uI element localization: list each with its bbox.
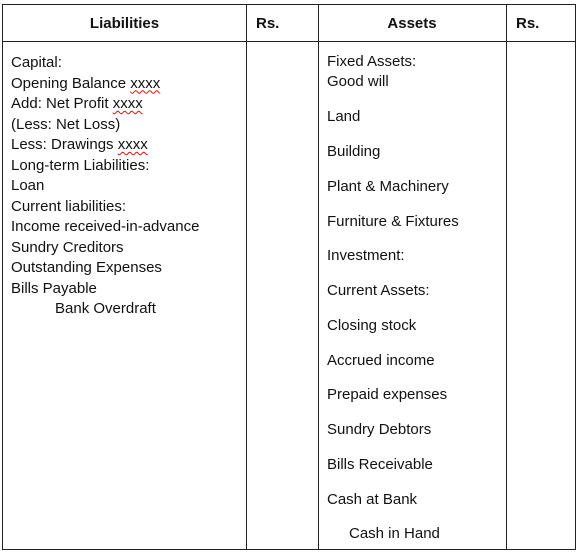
opening-balance-label: Opening Balance (11, 74, 127, 92)
prepaid-expenses-row: Prepaid expenses (327, 386, 448, 403)
bills-payable-row: Bills Payable (11, 279, 97, 297)
column-divider (246, 5, 247, 549)
liabilities-column (11, 53, 199, 320)
loan-row: Loan (11, 177, 45, 194)
column-divider (506, 5, 507, 549)
sundry-creditors-row: Sundry Creditors (11, 238, 124, 256)
furniture-row: Furniture & Fixtures (327, 213, 459, 230)
header-liabilities: Liabilities (89, 15, 160, 32)
opening-balance-value: xxxx (130, 74, 161, 92)
fixed-assets-heading: Fixed Assets: (327, 53, 417, 70)
column-divider (318, 5, 319, 549)
current-liabilities-heading: Current liabilities: (11, 197, 127, 215)
cash-at-bank-row: Cash at Bank (327, 491, 418, 508)
long-term-heading: Long-term Liabilities: (11, 156, 150, 174)
outstanding-expenses-row: Outstanding Expenses (11, 259, 162, 276)
opening-balance-row (11, 74, 199, 95)
drawings-value: xxxx (117, 136, 148, 153)
bank-overdraft-row: Bank Overdraft (55, 300, 156, 317)
drawings-label: Less: Drawings (11, 136, 114, 153)
accrued-income-row: Accrued income (327, 352, 435, 369)
net-profit-value: xxxx (112, 95, 143, 112)
net-profit-row (11, 94, 199, 115)
header-assets: Assets (387, 15, 437, 32)
closing-stock-row: Closing stock (327, 317, 417, 334)
net-profit-label: Add: Net Profit (11, 95, 109, 112)
goodwill-row: Good will (327, 73, 389, 90)
current-assets-heading: Current Assets: (327, 282, 430, 299)
net-loss-row: (Less: Net Loss) (11, 115, 121, 133)
building-row: Building (327, 143, 381, 160)
header-rs-left: Rs. (256, 15, 280, 32)
investment-heading: Investment: (327, 247, 405, 264)
sundry-debtors-row: Sundry Debtors (327, 421, 432, 438)
drawings-row (11, 135, 199, 156)
header-rs-right: Rs. (516, 15, 540, 32)
bills-receivable-row: Bills Receivable (327, 456, 433, 473)
cash-in-hand-row: Cash in Hand (349, 525, 440, 542)
plant-row: Plant & Machinery (327, 178, 449, 195)
land-row: Land (327, 108, 361, 125)
income-advance-row: Income received-in-advance (11, 218, 200, 235)
capital-heading: Capital: (11, 54, 62, 71)
balance-sheet-table (2, 4, 576, 550)
